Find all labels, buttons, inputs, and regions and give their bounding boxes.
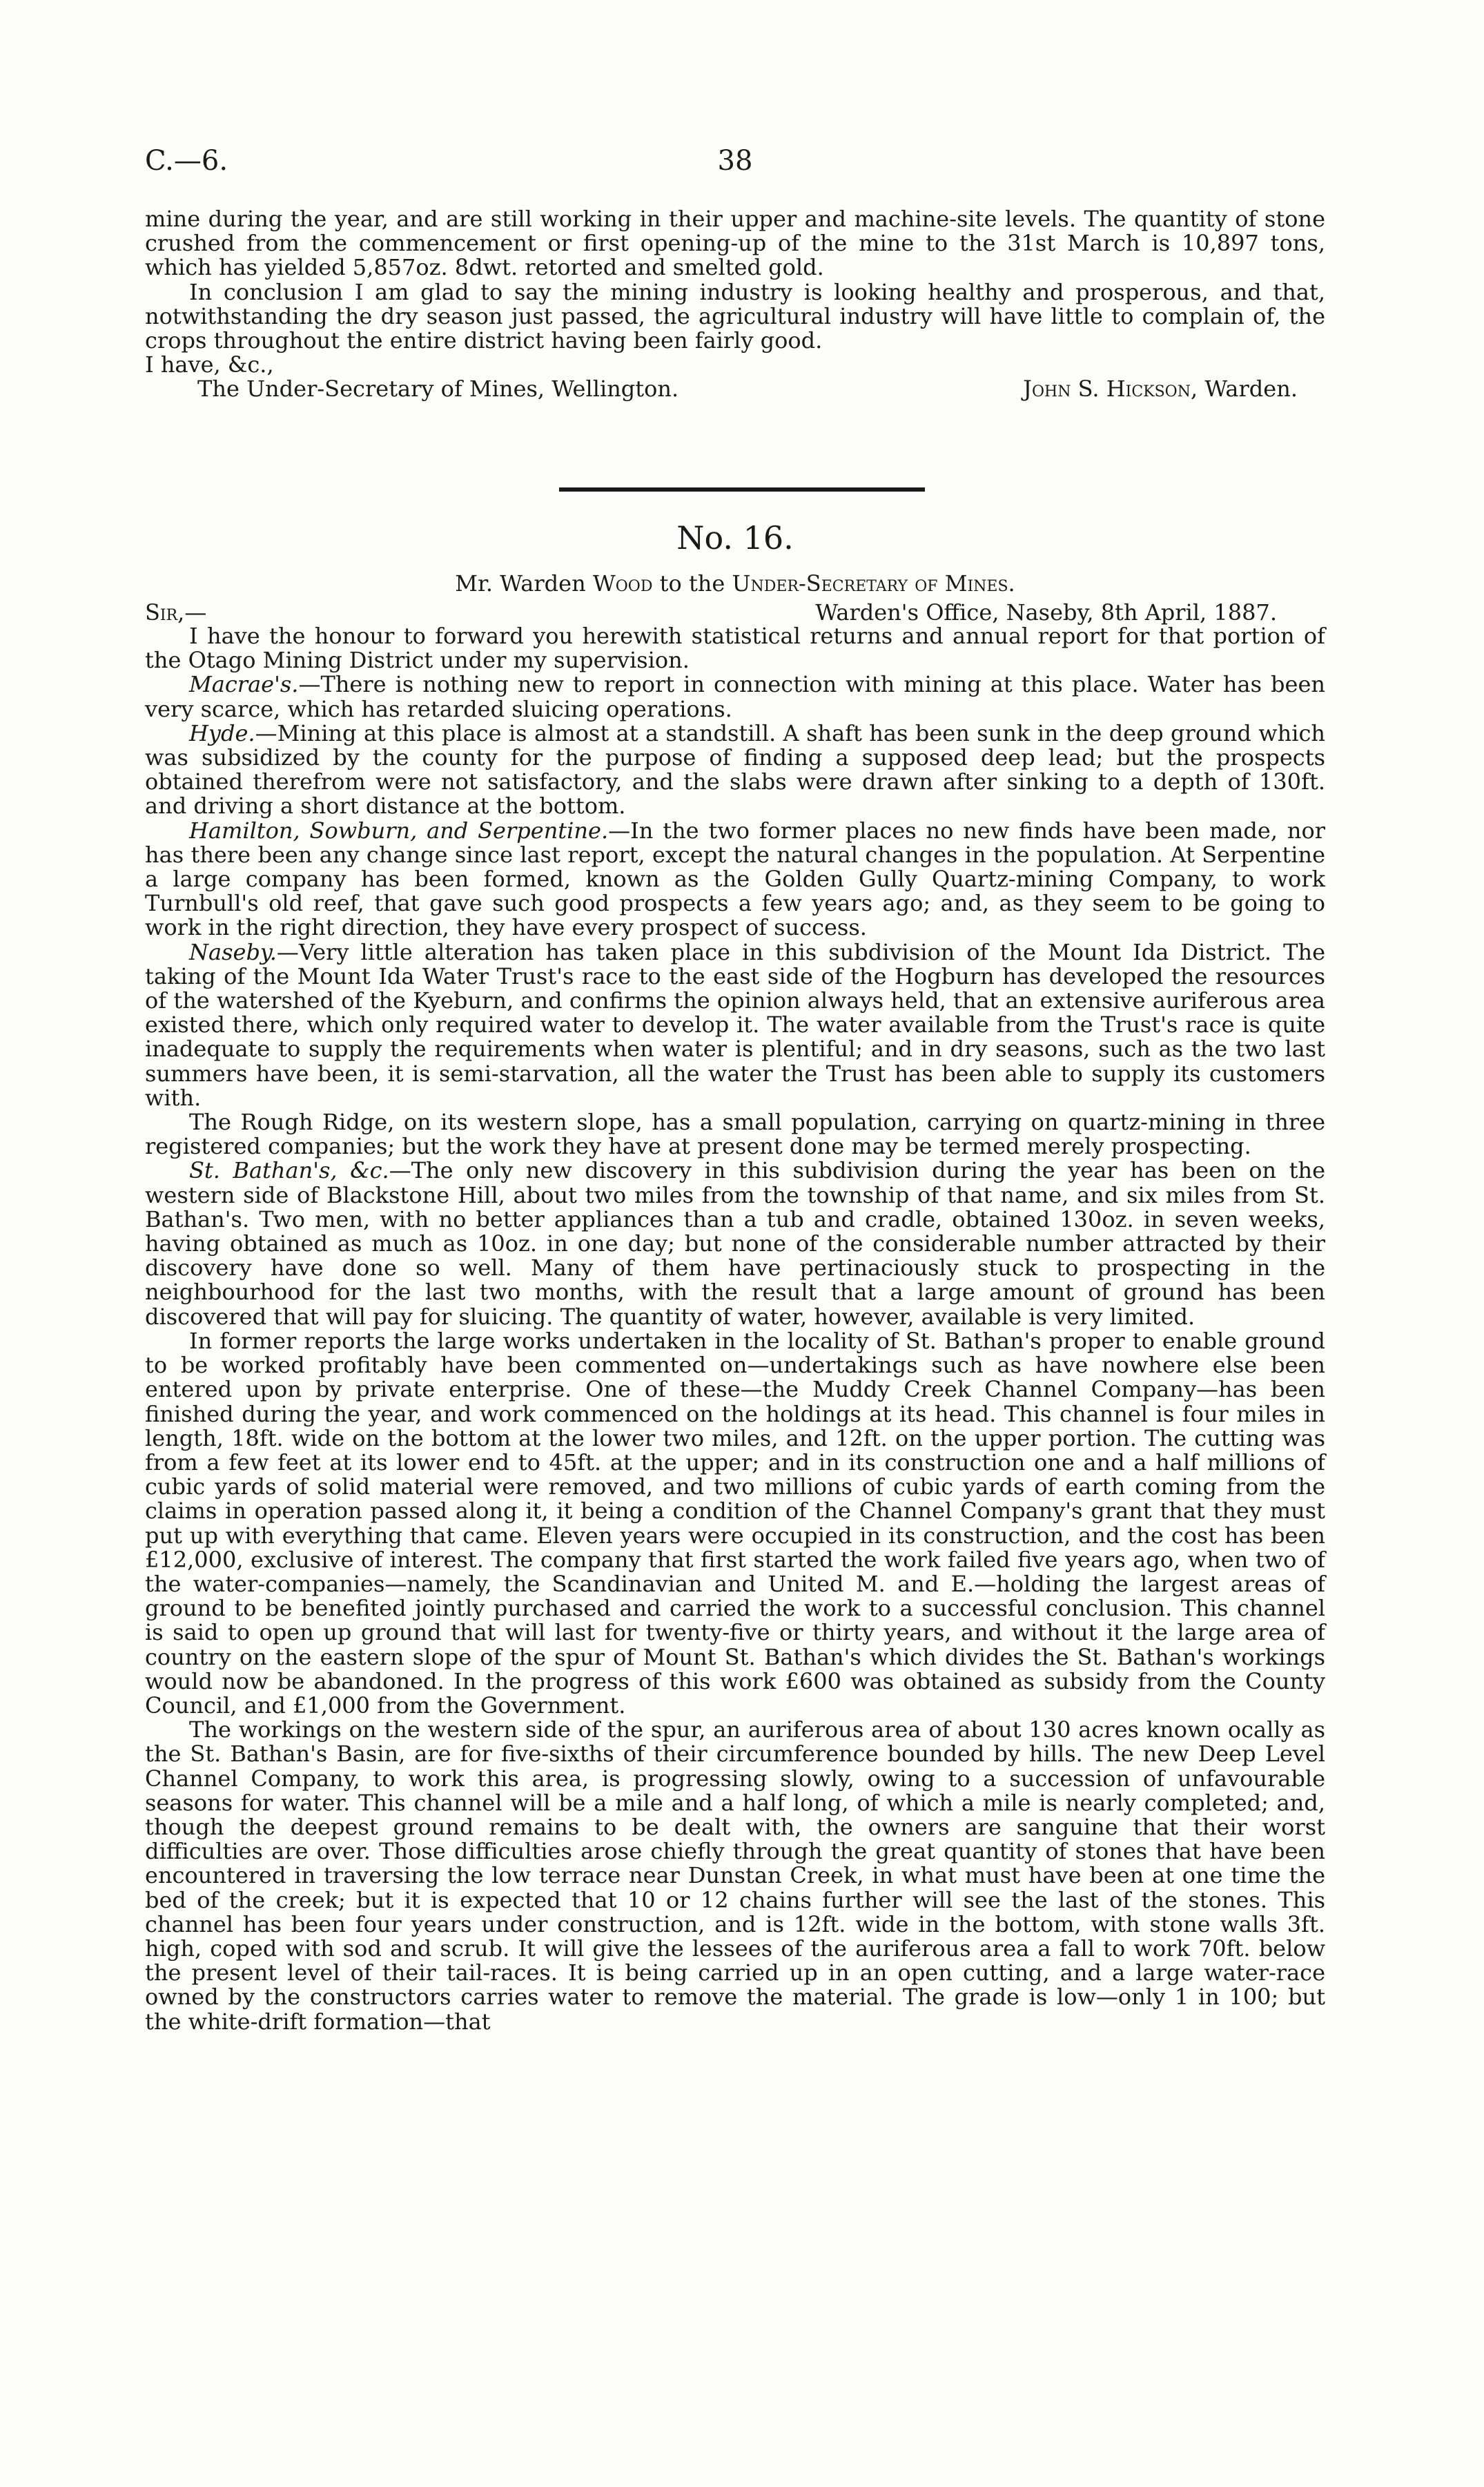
addressee: The Under-Secretary of Mines, Wellington. — [197, 376, 679, 403]
section-text: The Rough Ridge, on its western slope, has a small population, carrying on quartz-mining in three registered companies; but the work they have at present done may be termed merely prospecting. — [145, 1109, 1325, 1160]
signature-title: , Warden. — [1190, 376, 1298, 403]
title-connector: to the — [652, 570, 732, 597]
section-paragraph — [145, 940, 1325, 1110]
intro-paragraph: I have the honour to forward you herewith statistical returns and annual report for that portion of the Otago Mining District under my supervision. — [145, 623, 1325, 674]
section-heading: St. Bathan's, &c. — [189, 1157, 389, 1184]
signature-name: John S. Hickson — [1023, 376, 1191, 403]
section-paragraph — [145, 719, 1325, 820]
title-mines: Mines — [944, 570, 1008, 597]
section-paragraph — [145, 1159, 1325, 1328]
section-text: In former reports the large works undertaken in the locality of St. Bathan's proper to enable ground to be worked profitably have been commented on—undertakings such as have nowhere else been entered upon by private enterprise. One of these—the Muddy Creek Channel Company—has been finished during the year, and work commenced on the holdings at its head. This channel is four miles in length, 18ft. wide on the bottom at the lower two miles, and 12ft. on the upper portion. The cutting was from a few feet at its lower end to 45ft. at the upper; and in its construction one and a half millions of cubic yards of solid material were removed, and two millions of cubic yards of earth coming from the claims in operation passed along it, it being a condition of the Channel Company's grant that they must put up with everything that came. Eleven years were occupied in its construction, and the cost has been £12,000, exclusive of interest. The company that first started the work failed five years ago, when two of the water-companies—namely, the Scandinavian and United M. and E.—holding the largest areas of ground to be benefited jointly purchased and carried the work to a successful conclusion. This channel is said to open up ground that will last for twenty-five or thirty years, and without it the large area of country on the eastern slope of the spur of Mount St. Bathan's which divides the St. Bathan's workings would now be abandoned. In the progress of this work £600 was obtained as subsidy from the County Council, and £1,000 from the Government. — [145, 1327, 1325, 1719]
section-text: —Very little alteration has taken place in this subdivision of the Mount Ida District. The taking of the Mount Ida Water Trust's race to the east side of the Hogburn has developed the resources of the watershed of the Kyeburn, and confirms the opinion always held, that an extensive auriferous area existed there, which only required water to develop it. The water available from the Trust's race is quite inadequate to supply the requirements when water is plentiful; and in dry seasons, such as the two last summers have been, it is semi-starvation, all the water the Trust has been able to supply its customers with. — [145, 938, 1325, 1111]
section-heading: Naseby. — [189, 938, 277, 965]
section-paragraph — [145, 1329, 1325, 1718]
letter-body — [145, 624, 1325, 2034]
letter-number: No. 16. — [676, 519, 794, 557]
section-text: —The only new discovery in this subdivision during the year has been on the western side of Blackstone Hill, about two miles from the township of that name, and six miles from St. Bathan's. Two men, with no better appliances than a tub and cradle, obtained 130oz. in seven weeks, having obtained as much as 10oz. in one day; but none of the considerable number attracted by their discovery have done so well. Many of them have pertinaciously stuck to prospecting in the neighbourhood for the last two months, with the result that a large amount of ground has been discovered that will pay for sluicing. The quantity of water, however, available is very limited. — [145, 1157, 1326, 1330]
previous-letter-ending — [145, 207, 1325, 403]
title-end: . — [1008, 570, 1015, 597]
closing-phrase: I have, &c., — [145, 351, 274, 378]
paragraph: mine during the year, and are still working in their upper and machine-site levels. The quantity of stone crushed from the commencement or first opening-up of the mine to the 31st March is 10,897 tons, which has yielded 5,857oz. 8dwt. retorted and smelted gold. — [145, 206, 1325, 281]
section-text: —There is nothing new to report in connection with mining at this place. Water has been very scarce, which has retarded sluicing operations. — [145, 671, 1325, 722]
salutation: Sir,— — [145, 599, 207, 626]
section-heading: Hyde. — [189, 719, 255, 746]
section-text: —In the two former places no new finds have been made, nor has there been any change since last report, except the natural changes in the population. At Serpentine a large company has been formed, known as the Golden Gully Quartz-mining Company, to work Turnbull's old reef, that gave such good prospects a few years ago; and, as they seem to be going to work in the right direction, they have every prospect of success. — [145, 817, 1326, 941]
signature — [1023, 377, 1298, 401]
title-prefix: Mr. Warden — [455, 570, 593, 597]
section-paragraph — [145, 819, 1325, 940]
title-of: of — [908, 570, 945, 597]
section-paragraph — [145, 672, 1325, 721]
page-number: 38 — [717, 145, 753, 177]
document-reference: C.—6. — [145, 145, 228, 177]
title-recipient: Under-Secretary — [732, 570, 908, 597]
section-divider — [559, 487, 925, 492]
signature-row — [145, 377, 1325, 403]
section-text: —Mining at this place is almost at a standstill. A shaft has been sunk in the deep ground which was subsidized by the county for the purpose of finding a supposed deep lead; but the prospects obtained therefrom were not satisfactory, and the slabs were drawn after sinking to a depth of 130ft. and driving a short distance at the bottom. — [145, 719, 1325, 820]
section-heading: Hamilton, Sowburn, and Serpentine. — [189, 817, 609, 844]
section-text: The workings on the western side of the spur, an auriferous area of about 130 acres known ocally as the St. Bathan's Basin, are for five-sixths of their circumference bounded by hills. The new Deep Level Channel Company, to work this area, is progressing slowly, owing to a succession of unfavourable seasons for water. This channel will be a mile and a half long, of which a mile is nearly completed; and, though the deepest ground remains to be dealt with, the owners are sanguine that their worst difficulties are over. Those difficulties arose chiefly through the great quantity of stones that have been encountered in traversing the low terrace near Dunstan Creek, in what must have been at one time the bed of the creek; but it is expected that 10 or 12 chains further will see the last of the stones. This channel has been four years under construction, and is 12ft. wide in the bottom, with stone walls 3ft. high, coped with sod and scrub. It will give the lessees of the auriferous area a fall to work 70ft. below the present level of their tail-races. It is being carried up in an open cutting, and a large water-race owned by the constructors carries water to remove the material. The grade is low—only 1 in 100; but the white-drift formation—that — [145, 1716, 1325, 2035]
section-paragraph — [145, 1718, 1325, 2034]
paragraph: In conclusion I am glad to say the mining industry is looking healthy and prosperous, and that, notwithstanding the dry season just passed, the agricultural industry will have little to complain of, the crops throughout the entire district having been fairly good. — [145, 278, 1325, 354]
letter-title — [145, 570, 1325, 597]
dateline: Warden's Office, Naseby, 8th April, 1887. — [815, 599, 1277, 626]
title-sender: Wood — [592, 570, 653, 597]
page-header — [145, 145, 1325, 186]
section-heading: Macrae's. — [189, 671, 299, 698]
section-paragraph — [145, 1110, 1325, 1159]
